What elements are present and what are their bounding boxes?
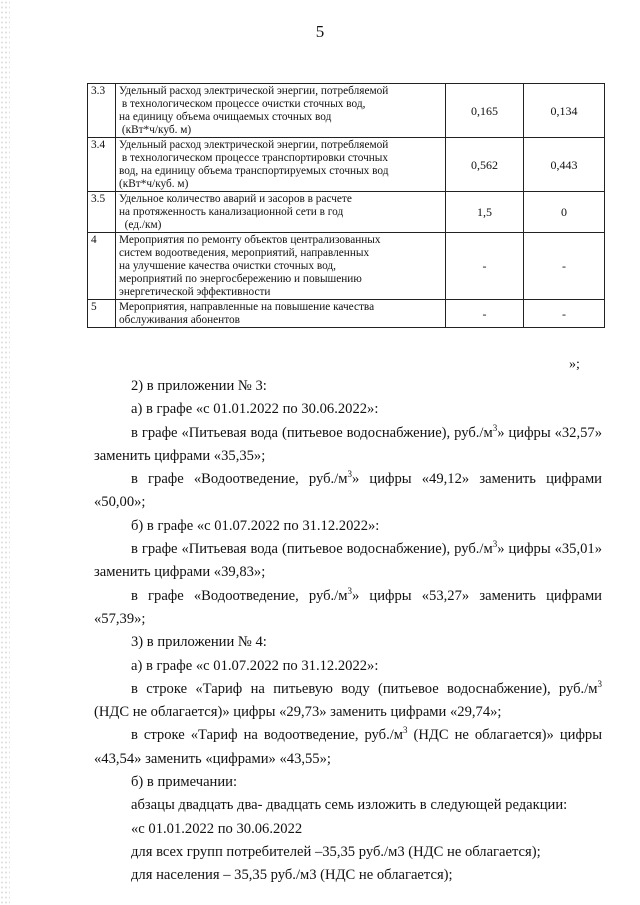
description-line: Мероприятия по ремонту объектов централизованных (119, 234, 381, 246)
row-number: 4 (88, 233, 116, 300)
value-cell: - (446, 300, 524, 328)
description-line: на единицу объема очищаемых сточных вод (119, 111, 332, 123)
paragraph-all-groups: для всех групп потребителей –35,35 руб./м3 (НДС не облагается); (131, 843, 541, 860)
description-line: Мероприятия, направленные на повышение качества (119, 301, 375, 313)
value-cell: 0,165 (446, 84, 524, 138)
description-line: на протяженность канализационной сети в год (119, 206, 344, 218)
paragraph-column-a: а) в графе «с 01.01.2022 по 30.06.2022»: (131, 401, 379, 418)
page-number: 5 (315, 22, 325, 41)
description-line: Удельное количество аварий и засоров в расчете (119, 193, 352, 205)
description-line: Удельный расход электрической энергии, потребляемой (119, 85, 389, 97)
table-row (88, 192, 605, 233)
table-row (88, 233, 605, 300)
paragraph-wastewater: в графе «Водоотведение, $руб./м^3$» цифры «49,12» заменить цифрами «50,00»; (94, 469, 602, 511)
paragraph-period: «с 01.01.2022 по 30.06.2022 (131, 820, 303, 837)
paragraph-tariff-water: в строке «Тариф на питьевую воду (питьевое водоснабжение), $руб./м^3$ (НДС не облагается)» цифры «29,73» заменить цифрами «29,74»; (94, 678, 602, 721)
row-number: 3.3 (88, 84, 116, 138)
description-line: в технологическом процессе очистки сточных вод, (119, 98, 366, 110)
description-line: мероприятий по энергосбережению и повышению (119, 273, 362, 285)
description-line: вод, на единицу объема транспортируемых сточных вод (119, 165, 389, 177)
value-cell: 0 (524, 192, 605, 233)
value-cell: - (524, 233, 605, 300)
value-cell: 1,5 (446, 192, 524, 233)
row-number: 5 (88, 300, 116, 328)
description-line: Удельный расход электрической энергии, потребляемой (119, 139, 389, 151)
value-cell: 0,134 (524, 84, 605, 138)
table-row (88, 300, 605, 328)
paragraph-item-3: 3) в приложении № 4: (131, 634, 267, 651)
paragraph-tariff-wastewater: в строке «Тариф на водоотведение, $руб./м^3$ (НДС не облагается)» цифры «43,54» заменить «цифрами» «43,55»; (94, 725, 603, 767)
row-number: 3.4 (88, 138, 116, 192)
paragraph-column-b: б) в графе «с 01.07.2022 по 31.12.2022»: (131, 517, 380, 534)
row-description (116, 138, 446, 192)
row-description (116, 300, 446, 328)
paragraph-population: для населения – 35,35 руб./м3 (НДС не облагается); (131, 867, 453, 884)
table-row (88, 138, 605, 192)
scan-edge-artifact (0, 0, 10, 905)
row-description (116, 233, 446, 300)
row-description (116, 192, 446, 233)
closing-quote: »; (569, 357, 580, 372)
paragraph-item-2: 2) в приложении № 3: (131, 378, 267, 394)
value-cell: 0,443 (524, 138, 605, 192)
document-body (94, 375, 602, 888)
paragraph-drinking-water-2: в графе «Питьевая вода (питьевое водоснабжение), $руб./м^3$» цифры «35,01» заменить цифрами «39,83»; (94, 539, 603, 581)
paragraph-drinking-water: в графе «Питьевая вода (питьевое водоснабжение), $руб./м^3$» цифры «32,57» заменить цифрами «35,35»; (94, 422, 603, 464)
description-line: (кВт*ч/куб. м) (119, 178, 189, 190)
indicators-table (87, 83, 605, 328)
table-row (88, 84, 605, 138)
description-line: (ед./км) (119, 219, 162, 231)
row-description (116, 84, 446, 138)
value-cell: - (524, 300, 605, 328)
value-cell: 0,562 (446, 138, 524, 192)
paragraph-abzatsy: абзацы двадцать два- двадцать семь изложить в следующей редакции: (131, 797, 568, 814)
description-line: обслуживания абонентов (119, 314, 240, 326)
row-number: 3.5 (88, 192, 116, 233)
description-line: в технологическом процессе транспортировки сточных (119, 152, 389, 164)
paragraph-column-a-2: а) в графе «с 01.07.2022 по 31.12.2022»: (131, 657, 379, 674)
value-cell: - (446, 233, 524, 300)
paragraph-note: б) в примечании: (131, 774, 238, 791)
description-line: (кВт*ч/куб. м) (119, 124, 192, 136)
description-line: систем водоотведения, мероприятий, направленных (119, 247, 370, 259)
description-line: на улучшение качества очистки сточных вод, (119, 260, 336, 272)
paragraph-wastewater-2: в графе «Водоотведение, $руб./м^3$» цифры «53,27» заменить цифрами «57,39»; (94, 585, 602, 627)
description-line: энергетической эффективности (119, 286, 271, 298)
